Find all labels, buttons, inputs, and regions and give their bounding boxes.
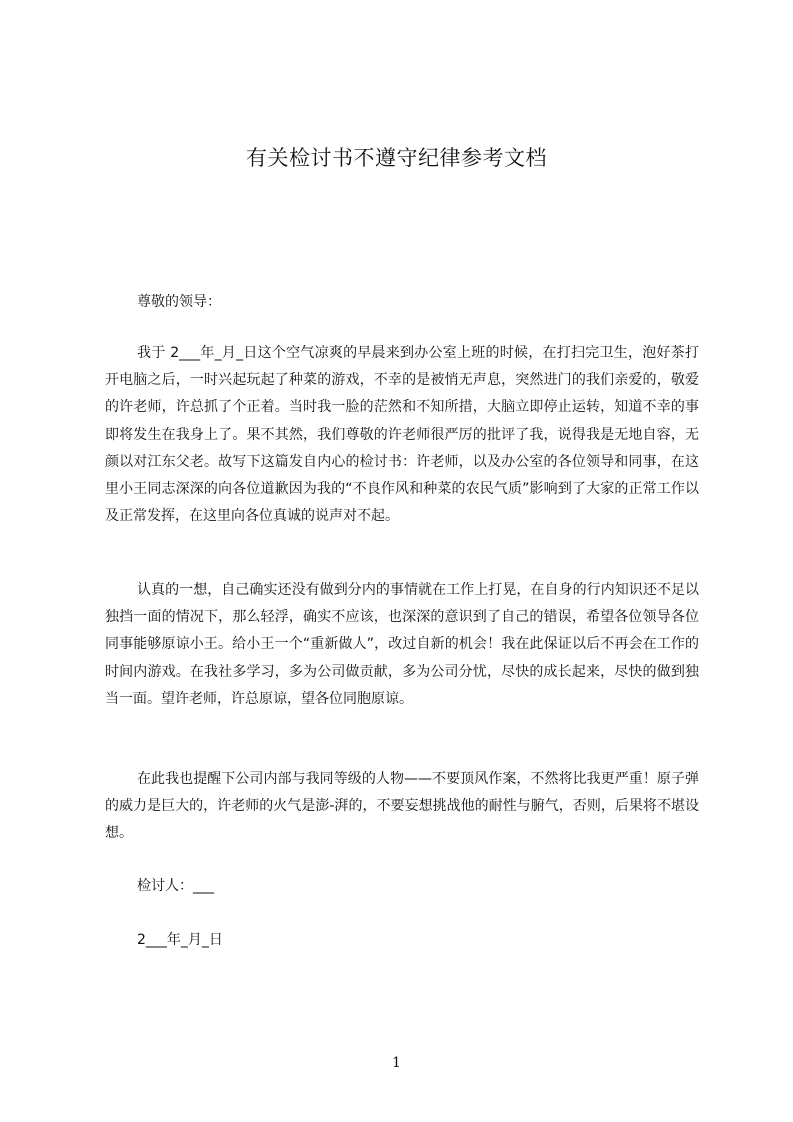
page-number: 1 bbox=[392, 1055, 401, 1071]
salutation: 尊敬的领导： bbox=[137, 294, 221, 310]
paragraph-2: 认真的一想，自己确实还没有做到分内的事情就在工作上打晃，在自身的行内知识还不足以独挡一面的情况下，那么轻浮，确实不应该，也深深的意识到了自己的错误，希望各位领导各位同事能够原谅小王。给小王一个“重新做人”，改过自新的机会！我在此保证以后不再会在工作的时间内游戏。在我社多学习，多为公司做贡献，多为公司分忧，尽快的成长起来，尽快的做到独当一面。望许老师，许总原谅，望各位同胞原谅。 bbox=[105, 582, 699, 707]
date-line: 2___年_月_日 bbox=[137, 932, 223, 948]
paragraph-1: 我于 2___年_月_日这个空气凉爽的早晨来到办公室上班的时候，在打扫完卫生，泡好茶打开电脑之后，一时兴起玩起了种菜的游戏，不幸的是被悄无声息，突然进门的我们亲爱的，敬爱的许老师，许总抓了个正着。当时我一脸的茫然和不知所措，大脑立即停止运转，知道不幸的事即将发生在我身上了。果不其然，我们尊敬的许老师很严厉的批评了我，说得我是无地自容，无颜以对江东父老。故写下这篇发自内心的检讨书：许老师，以及办公室的各位领导和同事，在这里小王同志深深的向各位道歉因为我的“不良作风和种菜的农民气质”影响到了大家的正常工作以及正常发挥，在这里向各位真诚的说声对不起。 bbox=[105, 345, 699, 525]
signer-line: 检讨人：___ bbox=[137, 878, 214, 894]
paragraph-3: 在此我也提醒下公司内部与我同等级的人物——不要顶风作案，不然将比我更严重！原子弹的威力是巨大的，许老师的火气是澎-湃的，不要妄想挑战他的耐性与腑气，否则，后果将不堪设想。 bbox=[105, 771, 699, 842]
document-title: 有关检讨书不遵守纪律参考文档 bbox=[246, 146, 547, 170]
